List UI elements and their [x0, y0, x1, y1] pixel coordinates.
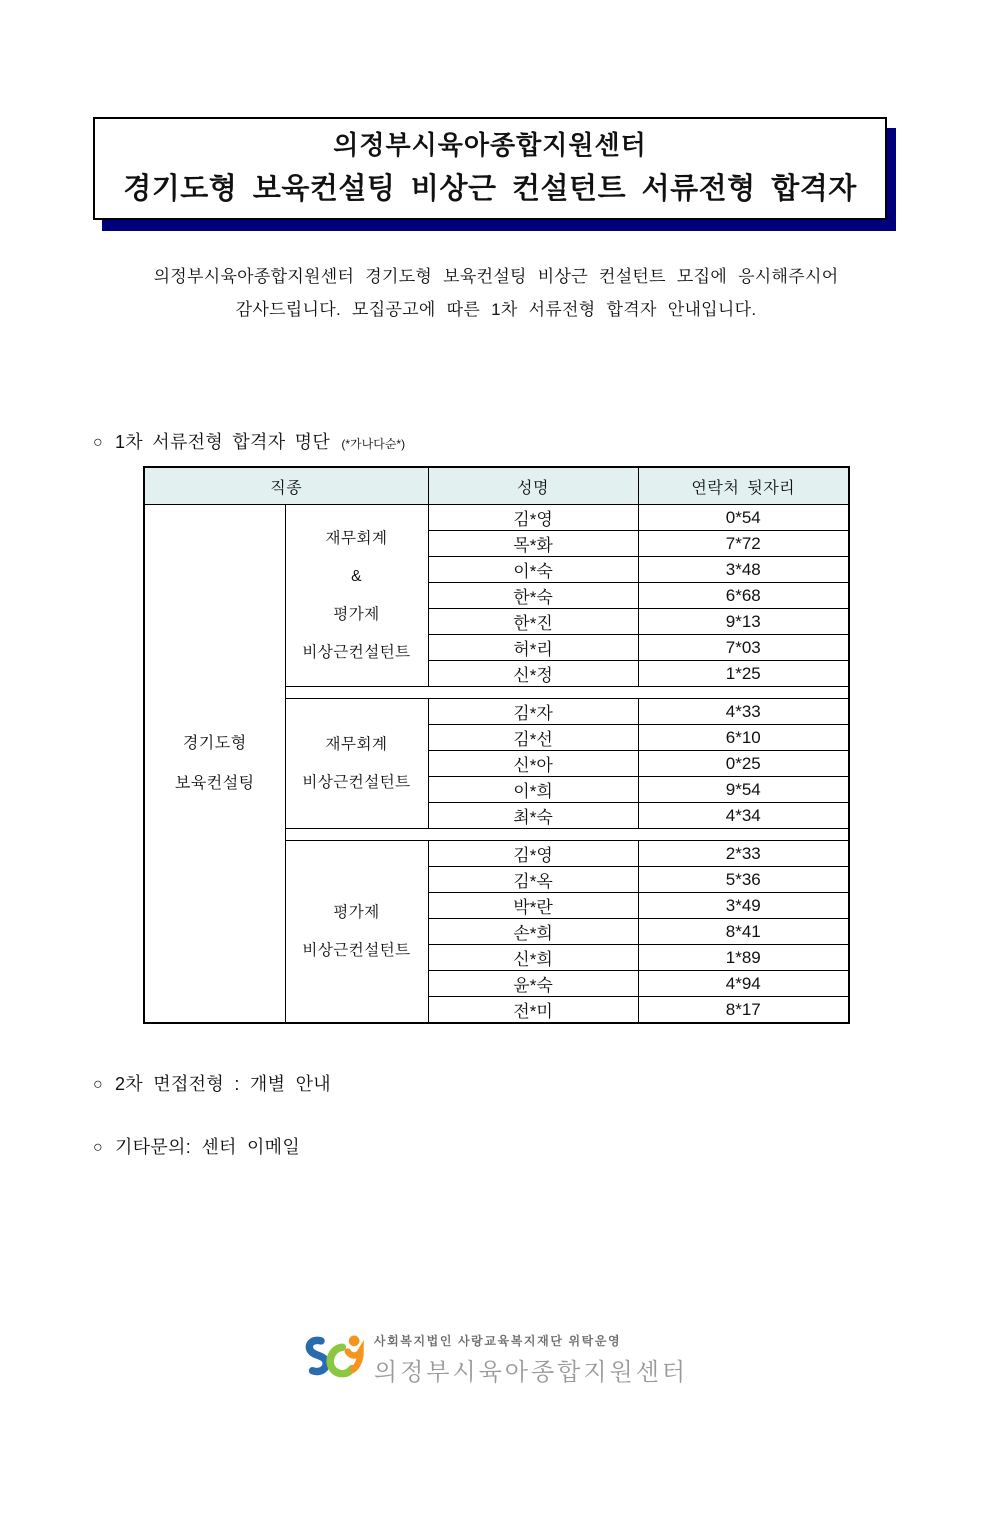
- interview-notice-text: 2차 면접전형 : 개별 안내: [114, 1074, 331, 1094]
- name-cell: 박*란: [428, 893, 638, 919]
- circle-bullet-icon: ○: [93, 434, 103, 451]
- list-heading-note: (*가나다순*): [341, 437, 406, 451]
- name-cell: 신*희: [428, 945, 638, 971]
- name-cell: 김*선: [428, 725, 638, 751]
- name-cell: 윤*숙: [428, 971, 638, 997]
- group-label-line: 평가제: [333, 903, 380, 921]
- phone-cell: 4*33: [638, 699, 849, 725]
- contact-notice: [93, 1133, 992, 1159]
- footer-org-name: 의정부시육아종합지원센터: [373, 1358, 689, 1386]
- footer-tagline: 사회복지법인 사랑교육복지재단 위탁운영: [373, 1333, 622, 1348]
- group-label-line: &: [351, 567, 362, 585]
- separator-cell: [285, 687, 849, 699]
- phone-cell: 1*25: [638, 661, 849, 687]
- column-header-0: 직종: [144, 467, 428, 505]
- phone-cell: 8*17: [638, 997, 849, 1024]
- name-cell: 최*숙: [428, 803, 638, 829]
- contact-notice-text: 기타문의: 센터 이메일: [114, 1137, 301, 1157]
- list-section-heading: [93, 428, 992, 454]
- list-heading-text: 1차 서류전형 합격자 명단: [114, 432, 331, 452]
- name-cell: 손*희: [428, 919, 638, 945]
- table-header-row: [144, 467, 849, 505]
- title-box: [93, 117, 887, 220]
- group-label-line: 비상근컨설턴트: [302, 941, 411, 959]
- phone-cell: 9*54: [638, 777, 849, 803]
- phone-cell: 7*72: [638, 531, 849, 557]
- name-cell: 김*자: [428, 699, 638, 725]
- name-cell: 김*영: [428, 505, 638, 531]
- phone-cell: 5*36: [638, 867, 849, 893]
- phone-cell: 0*25: [638, 751, 849, 777]
- group-label-line: 비상근컨설턴트: [302, 773, 411, 791]
- intro-line-1: 의정부시육아종합지원센터 경기도형 보육컨설팅 비상근 컨설턴트 모집에 응시해주시어: [153, 267, 839, 286]
- interview-notice: [93, 1070, 992, 1096]
- document-page: [0, 117, 992, 1520]
- phone-cell: 1*89: [638, 945, 849, 971]
- phone-cell: 0*54: [638, 505, 849, 531]
- category-cell: [144, 505, 285, 1024]
- column-header-1: 성명: [428, 467, 638, 505]
- name-cell: 이*희: [428, 777, 638, 803]
- circle-bullet-icon: ○: [93, 1139, 103, 1156]
- phone-cell: 4*94: [638, 971, 849, 997]
- title-line-2: 경기도형 보육컨설팅 비상근 컨설턴트 서류전형 합격자: [123, 173, 857, 205]
- group-label-line: 재무회계: [325, 735, 388, 753]
- phone-cell: 6*10: [638, 725, 849, 751]
- separator-cell: [285, 829, 849, 841]
- group-label-cell: [285, 505, 428, 687]
- name-cell: 전*미: [428, 997, 638, 1024]
- title-line-1: 의정부시육아종합지원센터: [333, 130, 647, 160]
- group-label-cell: [285, 699, 428, 829]
- name-cell: 이*숙: [428, 557, 638, 583]
- intro-line-2: 감사드립니다. 모집공고에 따른 1차 서류전형 합격자 안내입니다.: [235, 300, 757, 319]
- column-header-2: 연락처 뒷자리: [638, 467, 849, 505]
- intro-paragraph: [0, 260, 992, 326]
- category-line: 보육컨설팅: [174, 774, 255, 792]
- group-label-line: 비상근컨설턴트: [302, 643, 411, 661]
- name-cell: 한*진: [428, 609, 638, 635]
- name-cell: 김*옥: [428, 867, 638, 893]
- name-cell: 허*리: [428, 635, 638, 661]
- phone-cell: 4*34: [638, 803, 849, 829]
- results-table: [143, 466, 850, 1024]
- phone-cell: 8*41: [638, 919, 849, 945]
- group-label-line: 평가제: [333, 605, 380, 623]
- table-row: [144, 505, 849, 531]
- table-header: [144, 467, 849, 505]
- category-line: 경기도형: [182, 734, 247, 752]
- circle-bullet-icon: ○: [93, 1076, 103, 1093]
- name-cell: 한*숙: [428, 583, 638, 609]
- name-cell: 목*화: [428, 531, 638, 557]
- phone-cell: 3*48: [638, 557, 849, 583]
- footer-text: [374, 1332, 688, 1387]
- phone-cell: 3*49: [638, 893, 849, 919]
- table-body: [144, 505, 849, 1024]
- phone-cell: 2*33: [638, 841, 849, 867]
- phone-cell: 9*13: [638, 609, 849, 635]
- name-cell: 신*정: [428, 661, 638, 687]
- phone-cell: 7*03: [638, 635, 849, 661]
- phone-cell: 6*68: [638, 583, 849, 609]
- name-cell: 김*영: [428, 841, 638, 867]
- group-label-cell: [285, 841, 428, 1024]
- sci-logo-icon: [304, 1331, 368, 1387]
- footer-logo-block: [0, 1331, 992, 1387]
- name-cell: 신*아: [428, 751, 638, 777]
- group-label-line: 재무회계: [325, 529, 388, 547]
